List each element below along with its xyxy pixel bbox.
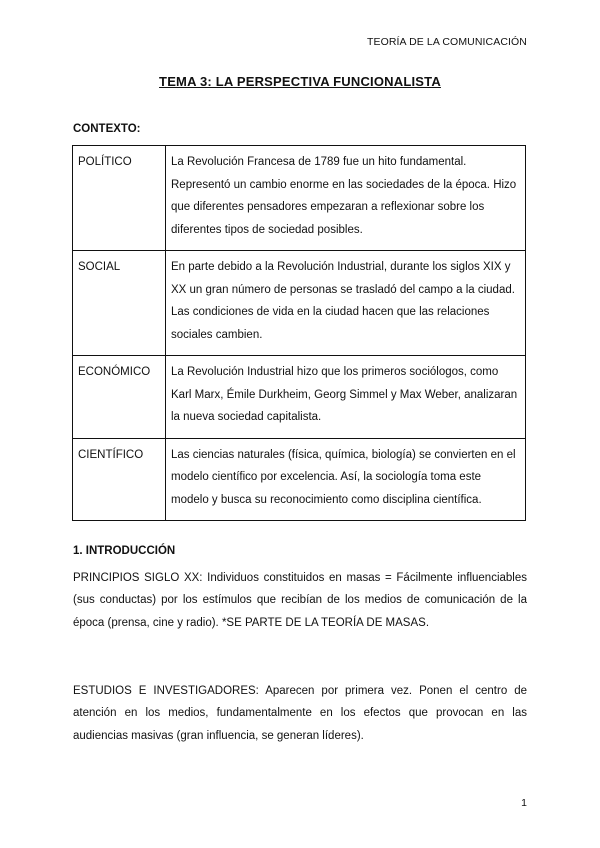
paragraph-principios: PRINCIPIOS SIGLO XX: Individuos constituidos en masas = Fácilmente influenciables (sus conductas) por los estímulos que recibían de los medios de comunicación de la época (prensa, cine y radio). *SE PARTE DE LA TEORÍA DE MASAS. (73, 572, 527, 629)
table-row (73, 356, 526, 439)
running-header: TEORÍA DE LA COMUNICACIÓN (366, 36, 527, 48)
section-heading-introduccion: 1. INTRODUCCIÓN (73, 545, 176, 557)
description-cell: La Revolución Industrial hizo que los primeros sociólogos, como Karl Marx, Émile Durkheim, Georg Simmel y Max Weber, analizaran la nueva sociedad capitalista. (166, 356, 526, 439)
category-cell: SOCIAL (73, 251, 166, 356)
table-row (73, 146, 526, 251)
category-cell: CIENTÍFICO (73, 438, 166, 521)
page-title: TEMA 3: LA PERSPECTIVA FUNCIONALISTA (159, 74, 441, 89)
description-cell: La Revolución Francesa de 1789 fue un hito fundamental. Representó un cambio enorme en las sociedades de la época. Hizo que diferentes pensadores empezaran a reflexionar sobre los diferentes tipos de sociedad posibles. (166, 146, 526, 251)
category-cell: ECONÓMICO (73, 356, 166, 439)
description-cell: En parte debido a la Revolución Industrial, durante los siglos XIX y XX un gran número de personas se trasladó del campo a la ciudad. Las condiciones de vida en la ciudad hacen que las relaciones sociales cambien. (166, 251, 526, 356)
context-table (72, 145, 526, 521)
table-row (73, 251, 526, 356)
description-cell: Las ciencias naturales (física, química, biología) se convierten en el modelo científico por excelencia. Así, la sociología toma este modelo y busca su reconocimiento como disciplina científica. (166, 438, 526, 521)
category-cell: POLÍTICO (73, 146, 166, 251)
context-label: CONTEXTO: (73, 123, 141, 135)
table-row (73, 438, 526, 521)
page-number: 1 (521, 797, 527, 809)
paragraph-estudios: ESTUDIOS E INVESTIGADORES: Aparecen por primera vez. Ponen el centro de atención en los medios, fundamentalmente en los efectos que provocan en las audiencias masivas (gran influencia, se generan líderes). (73, 685, 527, 742)
